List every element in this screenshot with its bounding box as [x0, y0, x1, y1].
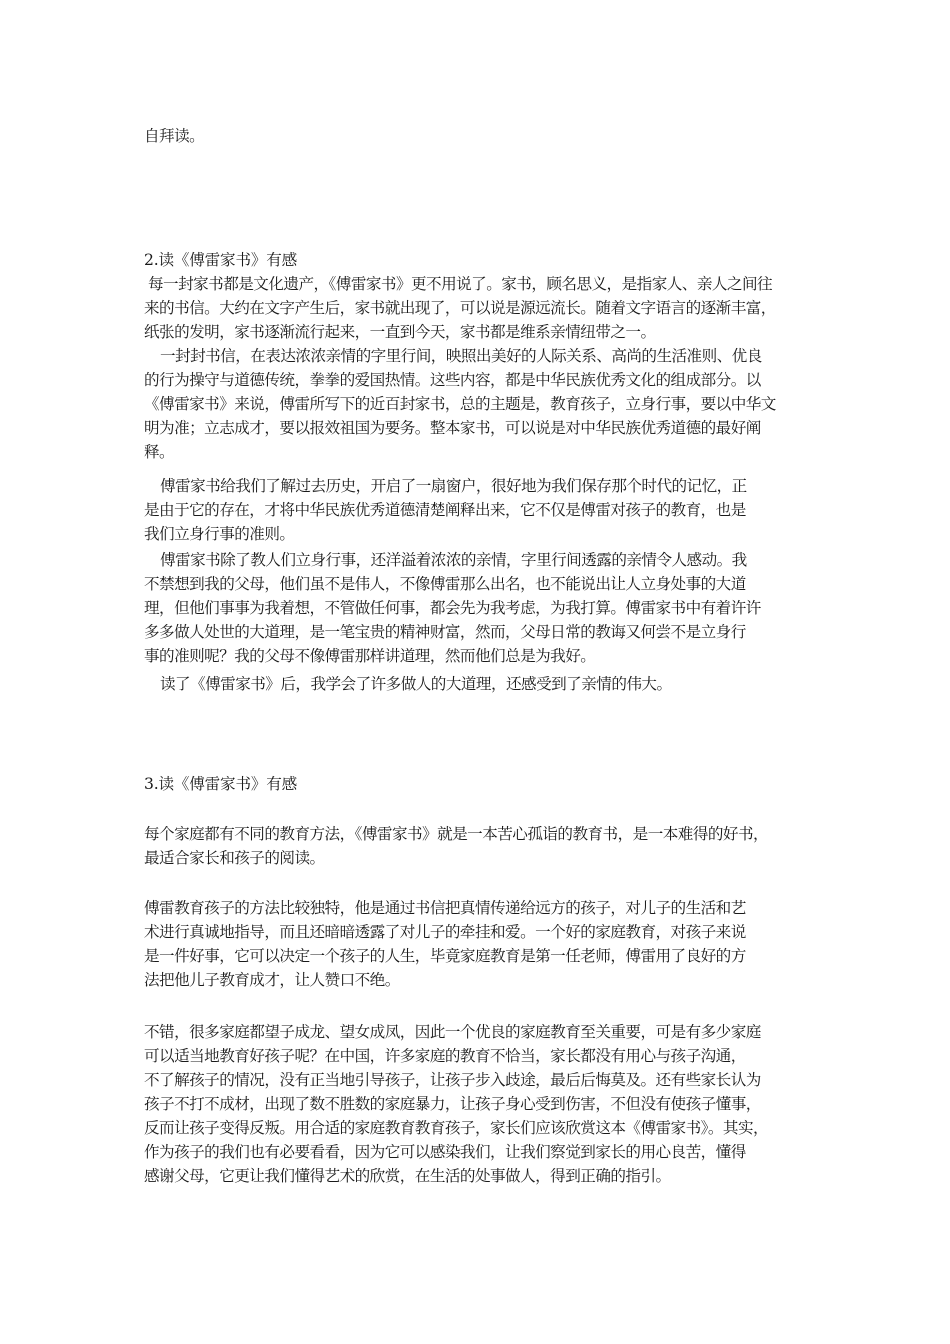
- section-3-paragraph-2: [144, 896, 816, 992]
- text-line: 纸张的发明，家书逐渐流行起来，一直到今天，家书都是维系亲情纽带之一。: [144, 323, 656, 341]
- text-line: 可以适当地教育好孩子呢？在中国，许多家庭的教育不恰当，家长都没有用心与孩子沟通，: [144, 1047, 746, 1065]
- text-line: 法把他儿子教育成才，让人赞口不绝。: [144, 971, 400, 989]
- text-line: 理，但他们事事为我着想，不管做任何事，都会先为我考虑，为我打算。傅雷家书中有着许许: [144, 599, 761, 617]
- section-2-heading: 2.读《傅雷家书》有感: [144, 251, 298, 269]
- text-line: 事的准则呢？我的父母不像傅雷那样讲道理，然而他们总是为我好。: [144, 647, 596, 665]
- section-3-paragraph-3: [144, 1020, 816, 1188]
- text-line: 是由于它的存在，才将中华民族优秀道德清楚阐释出来，它不仅是傅雷对孩子的教育，也是: [144, 501, 746, 519]
- text-line: 我们立身行事的准则。: [144, 525, 295, 543]
- intro-text: [144, 124, 816, 148]
- text-line: 读了《傅雷家书》后，我学会了许多做人的大道理，还感受到了亲情的伟大。: [160, 675, 672, 693]
- text-line: 一封封书信，在表达浓浓亲情的字里行间，映照出美好的人际关系、高尚的生活准则、优良: [160, 347, 762, 365]
- text-line: 多多做人处世的大道理，是一笔宝贵的精神财富，然而，父母日常的教诲又何尝不是立身行: [144, 623, 746, 641]
- text-line: 明为准；立志成才，要以报效祖国为要务。整本家书，可以说是对中华民族优秀道德的最好阐: [144, 419, 761, 437]
- text-line: 不了解孩子的情况，没有正当地引导孩子，让孩子步入歧途，最后后悔莫及。还有些家长认为: [144, 1071, 761, 1089]
- section-2-paragraph-2: [144, 344, 816, 464]
- text-line: 每一封家书都是文化遗产，《傅雷家书》更不用说了。家书，顾名思义，是指家人、亲人之间往: [148, 275, 773, 293]
- text-line: 释。: [144, 443, 175, 461]
- section-3-paragraph-1: [144, 822, 816, 870]
- section-3-heading: 3.读《傅雷家书》有感: [144, 775, 298, 793]
- section-2-paragraph-4: [144, 548, 816, 668]
- section-2-paragraph-5: [144, 672, 816, 696]
- text-line: 不禁想到我的父母，他们虽不是伟人，不像傅雷那么出名，也不能说出让人立身处事的大道: [144, 575, 746, 593]
- text-line: 每个家庭都有不同的教育方法，《傅雷家书》就是一本苦心孤诣的教育书，是一本难得的好书，: [144, 825, 769, 843]
- section-2-paragraph-3: [144, 474, 816, 546]
- text-line: 傅雷教育孩子的方法比较独特，他是通过书信把真情传递给远方的孩子，对儿子的生活和艺: [144, 899, 746, 917]
- section-2-heading-block: [144, 248, 816, 272]
- section-2-paragraph-1: [144, 272, 816, 344]
- text-line: 孩子不打不成材，出现了数不胜数的家庭暴力，让孩子身心受到伤害，不但没有使孩子懂事，: [144, 1095, 761, 1113]
- text-line: 是一件好事，它可以决定一个孩子的人生，毕竟家庭教育是第一任老师，傅雷用了良好的方: [144, 947, 746, 965]
- text-line: 傅雷家书除了教人们立身行事，还洋溢着浓浓的亲情，字里行间透露的亲情令人感动。我: [160, 551, 747, 569]
- text-line: 来的书信。大约在文字产生后，家书就出现了，可以说是源远流长。随着文字语言的逐渐丰富，: [144, 299, 776, 317]
- text-line: 傅雷家书给我们了解过去历史，开启了一扇窗户，很好地为我们保存那个时代的记忆，正: [160, 477, 747, 495]
- text-line: 最适合家长和孩子的阅读。: [144, 849, 325, 867]
- text-line: 不错，很多家庭都望子成龙、望女成凤，因此一个优良的家庭教育至关重要，可是有多少家庭: [144, 1023, 761, 1041]
- text-line: 《傅雷家书》来说，傅雷所写下的近百封家书，总的主题是，教育孩子，立身行事，要以中华文: [144, 395, 776, 413]
- text-line: 的行为操守与道德传统，拳拳的爱国热情。这些内容，都是中华民族优秀文化的组成部分。以: [144, 371, 761, 389]
- section-3-heading-block: [144, 772, 816, 796]
- text-line: 术进行真诚地指导，而且还暗暗透露了对儿子的牵挂和爱。一个好的家庭教育，对孩子来说: [144, 923, 746, 941]
- text-line: 感谢父母，它更让我们懂得艺术的欣赏，在生活的处事做人，得到正确的指引。: [144, 1167, 671, 1185]
- text-line: 反而让孩子变得反叛。用合适的家庭教育教育孩子，家长们应该欣赏这本《傅雷家书》。其实，: [144, 1119, 769, 1137]
- text-line: 自拜读。: [144, 127, 205, 145]
- text-line: 作为孩子的我们也有必要看看，因为它可以感染我们，让我们察觉到家长的用心良苦，懂得: [144, 1143, 746, 1161]
